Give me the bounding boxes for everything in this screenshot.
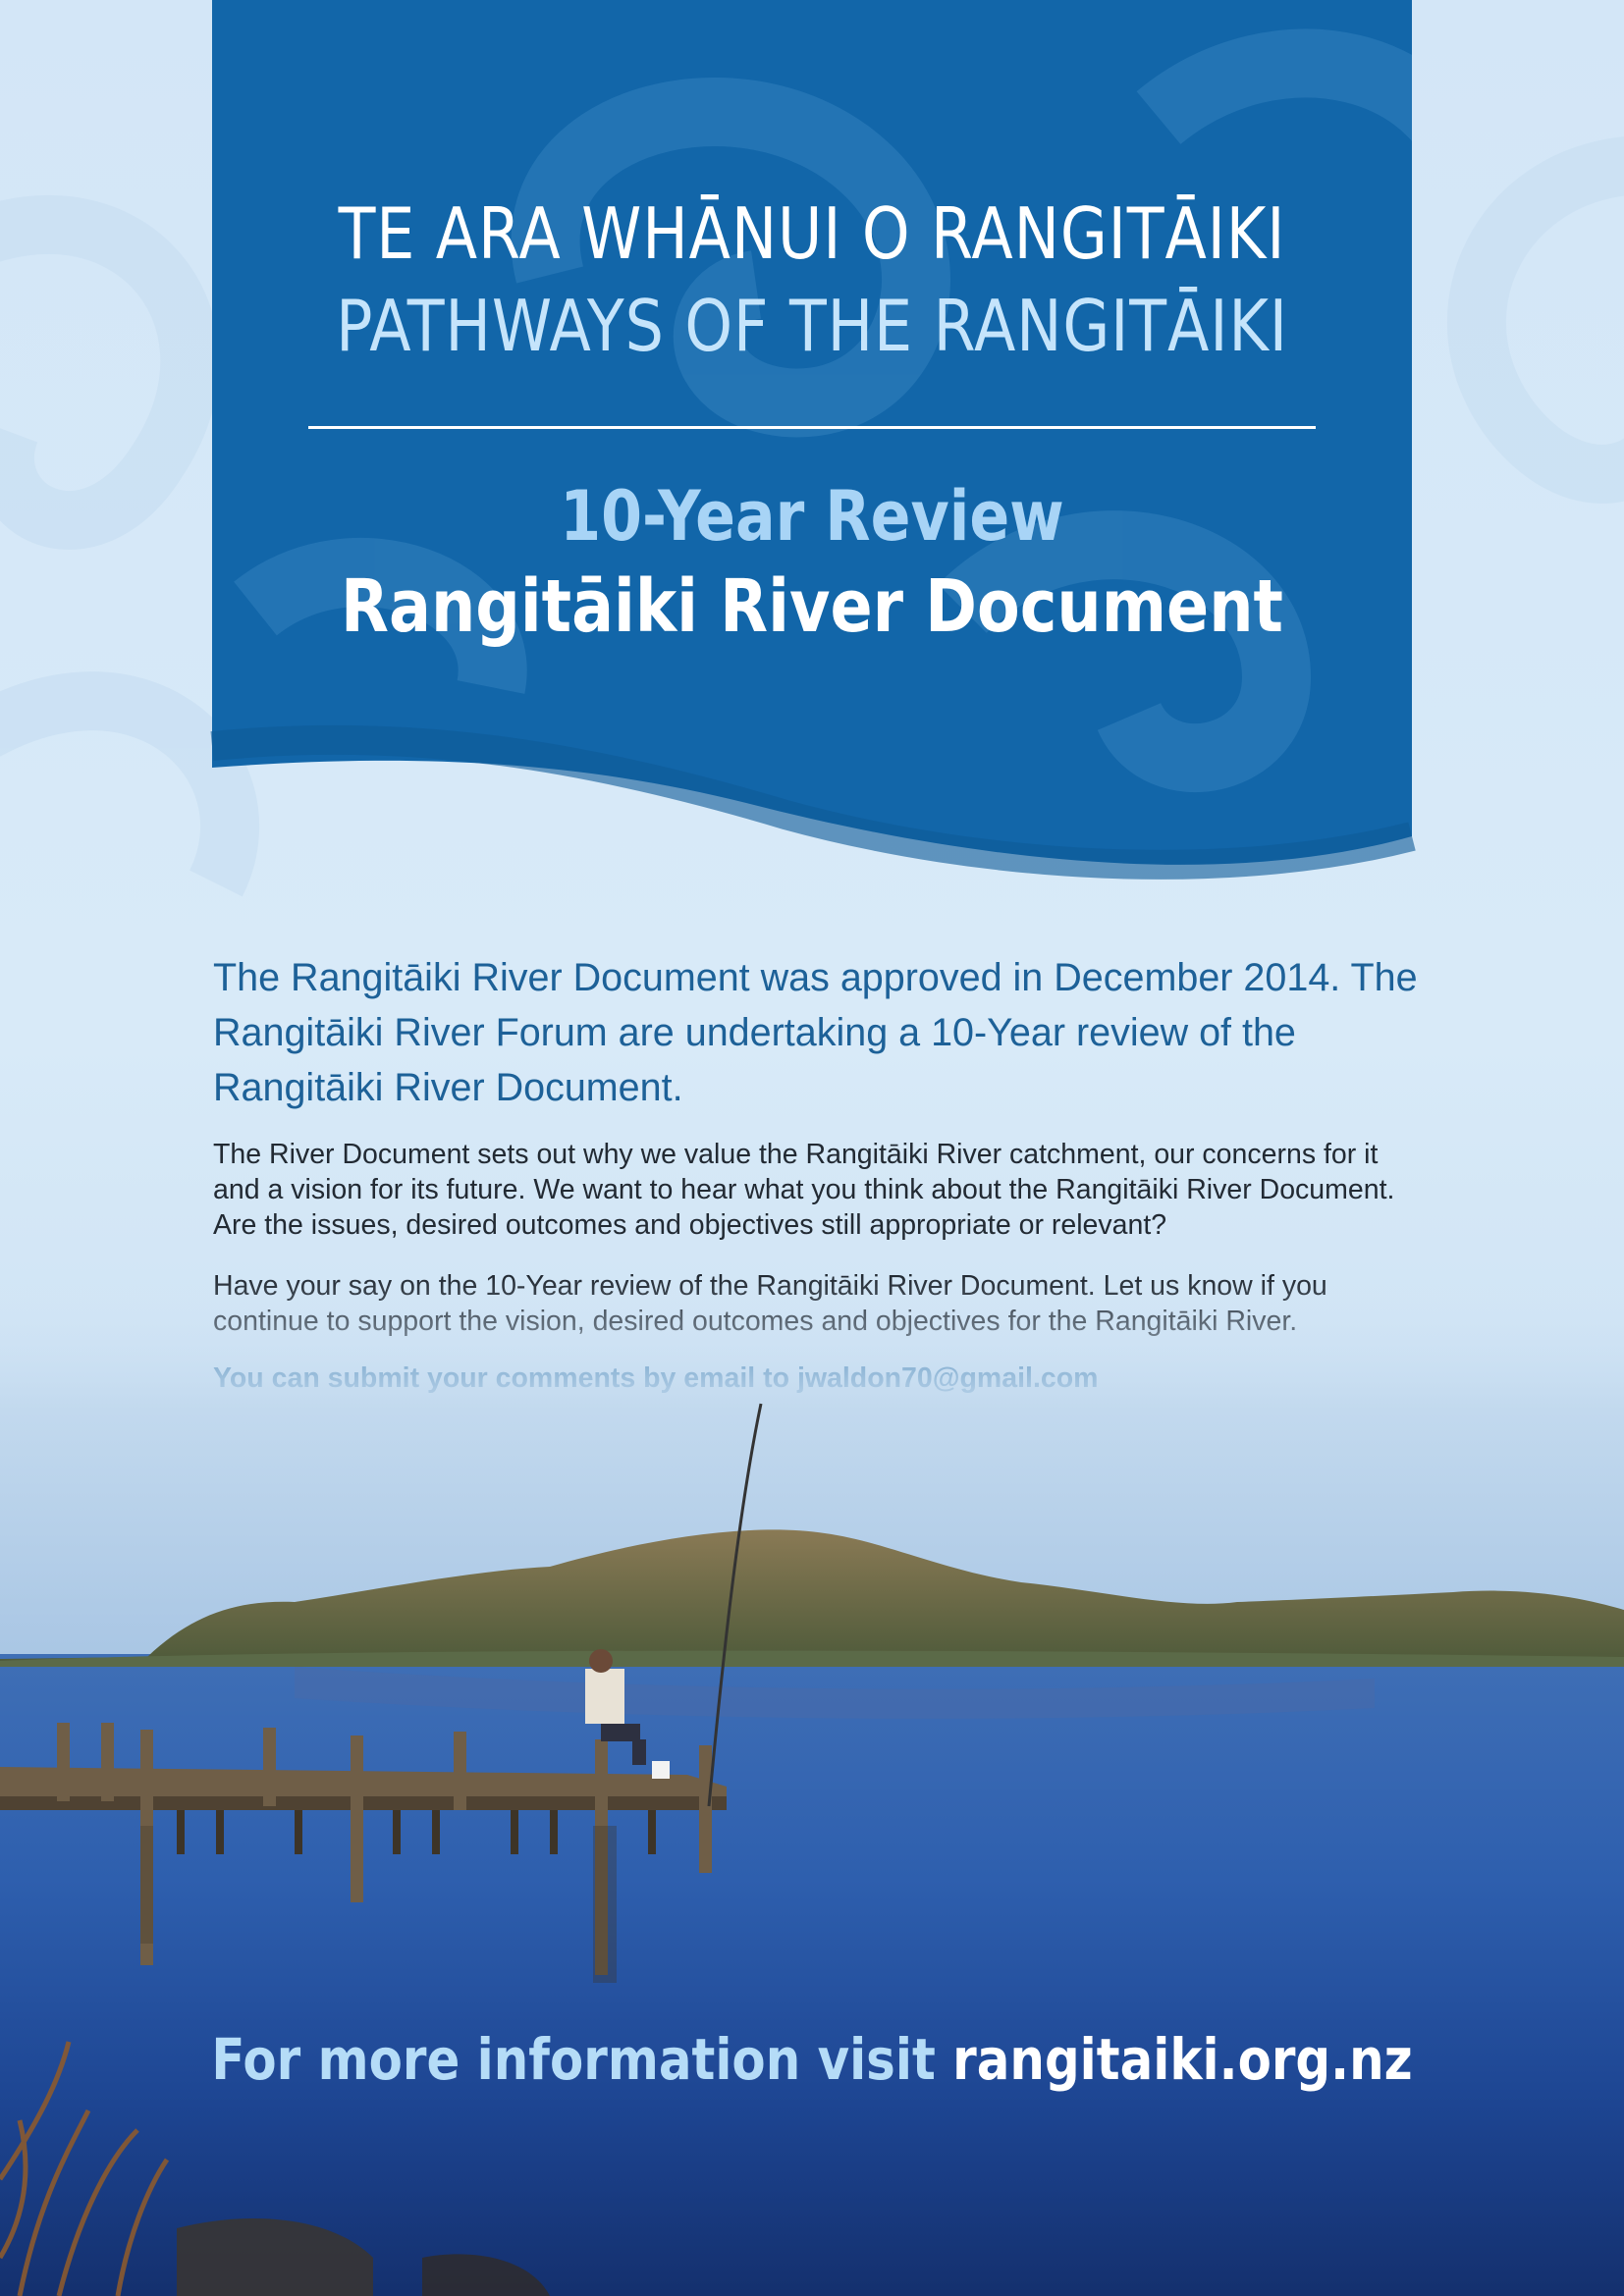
river-landscape-photo bbox=[0, 1276, 1624, 2296]
title-english: PATHWAYS OF THE RANGITĀIKI bbox=[336, 285, 1288, 367]
title-divider bbox=[308, 426, 1316, 429]
document-title: Rangitāiki River Document bbox=[341, 564, 1283, 649]
title-maori: TE ARA WHĀNUI O RANGITĀIKI bbox=[338, 192, 1286, 275]
footer-website-link[interactable]: rangitaiki.org.nz bbox=[952, 2026, 1413, 2093]
footer-info-prefix: For more information visit bbox=[211, 2026, 953, 2093]
footer-info-line bbox=[114, 2026, 1510, 2093]
body-paragraph: The River Document sets out why we value the Rangitāiki River catchment, our concerns for it and a vision for its future. We want to hear what you think about the Rangitāiki River Document. Are the issues, desired outcomes and objectives still appropriate or relevant? bbox=[213, 1139, 1395, 1241]
header-banner bbox=[0, 0, 1624, 883]
lead-paragraph: The Rangitāiki River Document was approved in December 2014. The Rangitāiki River Forum are undertaking a 10-Year review of the Rangitāiki River Document. bbox=[213, 956, 1418, 1109]
review-label: 10-Year Review bbox=[560, 476, 1064, 557]
